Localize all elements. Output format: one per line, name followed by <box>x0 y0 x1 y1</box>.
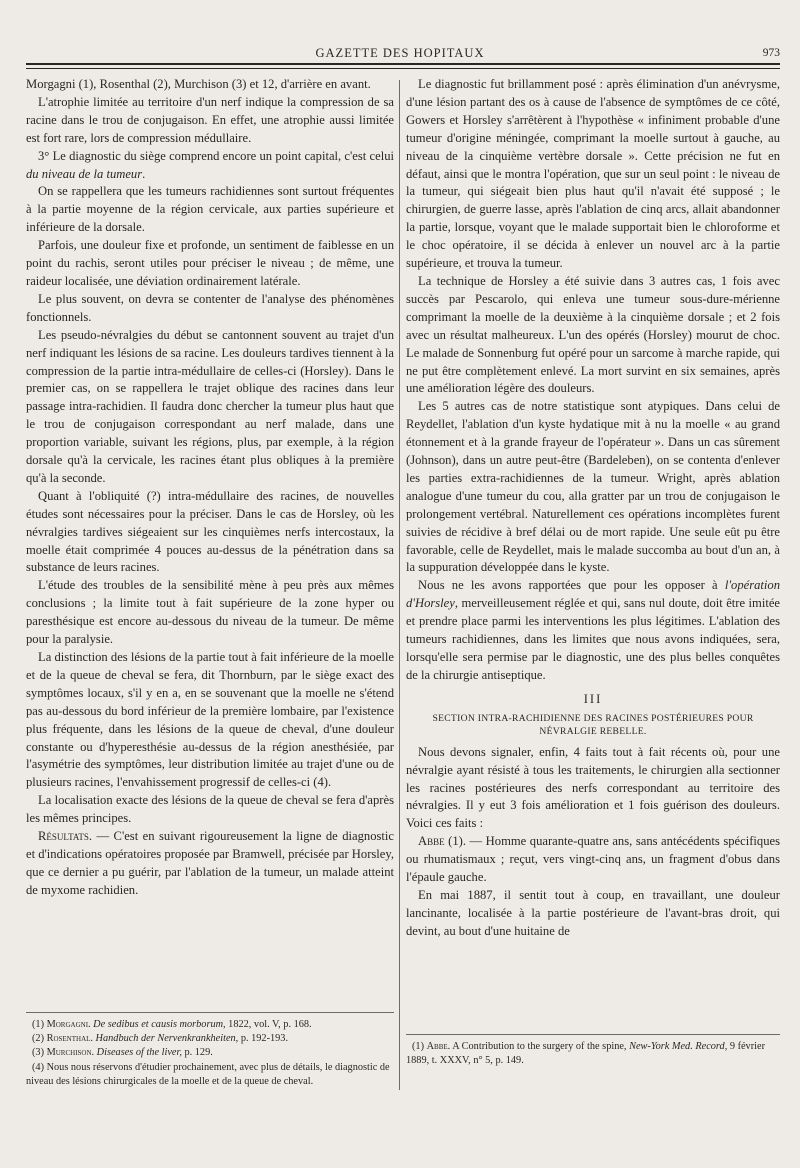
paragraph: Le plus souvent, on devra se contenter de l'analyse des phénomènes fonctionnels. <box>26 291 394 324</box>
paragraph <box>406 577 780 684</box>
section-title-line: SECTION INTRA-RACHIDIENNE DES RACINES POSTÉRIEURES POUR <box>432 712 754 724</box>
header-rule-thick <box>26 63 780 65</box>
footnote-text: p. 192-193. <box>238 1033 289 1045</box>
paragraph-text: (1). — Homme quarante-quatre ans, sans antécédents spécifiques ou rhumatismaux ; reçut, vers vingt-cinq ans, un fragment d'obus dans l'épaule gauche. <box>406 834 780 885</box>
paragraph: Le diagnostic fut brillamment posé : après élimination d'un anévrysme, d'une lésion partant des os à cause de l'absence de symptômes de ce côté, Gowers et Horsley s'arrêtèrent à l'hypothèse « infiniment probable d'une tumeur d'origine méningée, comprimant la moelle surtout à gauche, au niveau de la cinquième vertèbre dorsale ». Cette précision ne fut en défaut, ainsi que le montra l'opération, que sur un seul point : le niveau de la tumeur, qui siégeait bien plus haut qu'il n'avait été supposé ; le chirurgien, de guerre lasse, après l'ablation de cinq arcs, allait abandonner la partie, lorsque, voyant que le malade supportait bien le chloroforme et le choc opératoire, il se décida à enlever un nouvel arc à la partie supérieure, et trouva la tumeur. <box>406 77 780 271</box>
page-header <box>0 44 800 64</box>
footnote-number: (3) <box>32 1047 45 1059</box>
paragraph-text: , merveilleusement réglée et qui, sans nul doute, doit être imitée et prendre place parmi les interventions les plus légitimes. L'ablation des tumeurs rachidiennes, dans les limites que nous avons indiquées, sera, lorsqu'elle sera permise par le diagnostic, une des plus belles conquêtes de la chirurgie antiseptique. <box>406 596 780 682</box>
footnotes-right <box>406 1040 780 1068</box>
footnote-work: De sedibus et causis morborum, <box>90 1019 226 1030</box>
footnote-text: A Contribution to the surgery of the spine, <box>450 1041 630 1052</box>
paragraph: On se rappellera que les tumeurs rachidiennes sont surtout fréquentes à la partie moyenne de la région cervicale, aux parties supérieure et inférieure de la dorsale. <box>26 184 394 235</box>
footnote <box>26 1046 394 1060</box>
journal-title: GAZETTE DES HOPITAUX <box>315 46 485 60</box>
footnote-text: 1822, vol. V, p. 168. <box>225 1019 312 1030</box>
run-in-heading: Abbe <box>418 834 445 849</box>
header-rule-thin <box>26 68 780 69</box>
paragraph: Nous devons signaler, enfin, 4 faits tout à fait récents où, pour une névralgie ayant résisté à tous les traitements, le chirurgien alla sectionner les racines postérieures des nerfs correspondant au territoire des névralgies. Il y eut 3 fois amélioration et 1 fois guérison des douleurs. Voici ces faits : <box>406 744 780 831</box>
paragraph: Parfois, une douleur fixe et profonde, un sentiment de faiblesse en un point du rachis, seront utiles pour préciser le niveau ; de même, une raideur localisée, une déviation ordinairement latérale. <box>26 238 394 288</box>
emphasis-text: l'opération d'Horsley <box>406 578 780 611</box>
footnote-number: (4) <box>32 1061 45 1073</box>
paragraph: L'étude des troubles de la sensibilité mène à peu près aux mêmes conclusions ; la limite tout à fait supérieure de la zone hyper ou paresthésique est encore au-dessous du niveau de la tumeur. De même pour la paralysie. <box>26 578 394 647</box>
footnote-number: (1) <box>412 1041 425 1052</box>
left-column <box>26 76 394 900</box>
footnotes-left <box>26 1018 394 1089</box>
paragraph: La localisation exacte des lésions de la queue de cheval se fera d'après les mêmes principes. <box>26 793 394 826</box>
paragraph: Quant à l'obliquité (?) intra-médullaire des racines, de nouvelles études sont nécessaires pour la préciser. Dans le cas de Horsley, où les névralgies tardives siégeaient sur les cinquièmes nerfs intercostaux, la moelle était comprimée 4 pouces au-dessus de la pénétration dans sa substance de leurs racines. <box>26 488 394 575</box>
footnote <box>26 1061 394 1089</box>
paragraph: En mai 1887, il sentit tout à coup, en travaillant, une douleur lancinante, localisée à la partie postérieure de l'avant-bras droit, qui devint, au bout d'une huitaine de <box>406 887 780 938</box>
section-title <box>406 712 780 739</box>
run-in-heading: Résultats. <box>38 829 93 844</box>
paragraph-text: Nous ne les avons rapportées que pour les opposer à <box>418 578 725 593</box>
footnote-work: New-York Med. Record, <box>629 1041 728 1052</box>
footnote-work: Handbuch der Nervenkrankheiten, <box>92 1033 239 1045</box>
paragraph-text: 3° Le diagnostic du siège comprend encore un point capital, c'est celui <box>38 148 394 163</box>
footnote-author: Abbe. <box>426 1041 451 1052</box>
footnote <box>26 1018 394 1032</box>
paragraph <box>26 148 394 184</box>
footnote-author: Rosenthal. <box>46 1033 93 1045</box>
paragraph <box>406 833 780 887</box>
column-divider <box>399 80 400 1090</box>
paragraph: Les 5 autres cas de notre statistique sont atypiques. Dans celui de Reydellet, l'ablation d'un kyste hydatique mit à nu la moelle « au grand étonnement et à la grande frayeur de l'opérateur ». Dans un cas sûrement (Johnson), dans un autre peut-être (Bardeleben), on se contenta d'enlever les parties extra-rachidiennes de la tumeur. Wright, après ablation analogue d'une tumeur du cou, alla gratter par un trou de conjugaison le prolongement vertébral. Naturellement ces opérations incomplètes furent suivies de récidive à bref délai ou de mort rapide. Une seule eût pu être favorable, celle de Reydellet, mais le malade succomba au bout d'un an, à la suppuration développée dans le kyste. <box>406 399 780 575</box>
footnote-text: Nous nous réservons d'étudier prochainement, avec plus de détails, le diagnostic de niveau des lésions chirurgicales de la moelle et de la queue de cheval. <box>26 1061 390 1087</box>
section-title-line: NÉVRALGIE REBELLE. <box>539 726 647 738</box>
paragraph-text: — C'est en suivant rigoureusement la ligne de diagnostic et d'indications opératoires proposée par Bramwell, précisée par Horsley, que ce dernier a pu guérir, par l'ablation de la tumeur, un malade atteint de myxome rachidien. <box>26 829 394 897</box>
section-number: III <box>583 691 603 706</box>
paragraph: L'atrophie limitée au territoire d'un nerf indique la compression de sa racine dans le trou de conjugaison. En effet, une atrophie aussi limitée est fort rare, lors de compression médullaire. <box>26 94 394 145</box>
footnote <box>406 1040 780 1068</box>
footnote-author: Morgagni. <box>46 1019 91 1030</box>
paragraph-text: . <box>142 166 146 181</box>
paragraph: Les pseudo-névralgies du début se cantonnent souvent au trajet d'un nerf indiquant les lésions de sa racine. Les douleurs tardives tiennent à la compression de la partie intra-médullaire de celles-ci (Horsley). Dans le premier cas, on se rappellera le trajet oblique des racines dans leur passage intra-rachidien. Il faudra donc chercher la tumeur plus haut que le trou de conjugaison correspondant au nerf malade, dans une proportion variable, suivant les régions, plus, par exemple, à la région dorsale qu'à la cervicale, les racines étant plus obliques à la première qu'à la seconde. <box>26 327 394 485</box>
paragraph: La technique de Horsley a été suivie dans 3 autres cas, 1 fois avec succès par Pescarolo, qui enleva une tumeur sous-dure-mérienne comprimant la moelle de la deuxième à la cinquième dorsale ; et 2 fois avec un résultat malheureux. L'un des opérés (Horsley) mourut de choc. Le malade de Sonnenburg fut opéré pour un sarcome à marche rapide, qui ne put être complètement enlevé. La mort survint en six semaines, après une amélioration légère des douleurs. <box>406 273 780 396</box>
footnote-text: p. 129. <box>181 1047 213 1059</box>
page-number: 973 <box>762 47 780 59</box>
footnote-number: (1) <box>32 1019 45 1030</box>
footnote-author: Murchison. <box>46 1047 95 1059</box>
footnote-separator <box>26 1012 394 1013</box>
footnote-number: (2) <box>32 1033 45 1045</box>
footnote-text: 9 février 1889, t. XXXV, n° 5, p. 149. <box>406 1041 765 1067</box>
right-column <box>406 76 780 941</box>
footnote-separator <box>406 1034 780 1035</box>
footnote <box>26 1032 394 1046</box>
emphasis-text: du niveau de la tumeur <box>26 166 143 181</box>
footnote-work: Diseases of the liver, <box>94 1047 182 1059</box>
paragraph <box>26 828 394 900</box>
paragraph: Morgagni (1), Rosenthal (2), Murchison (3) et 12, d'arrière en avant. <box>26 77 371 91</box>
paragraph: La distinction des lésions de la partie tout à fait inférieure de la moelle et de la queue de cheval se fera, dit Thornburn, par le siège exact des symptômes locaux, s'il y en a, en se souvenant que la moelle ne s'étend pas au-dessous du bord inférieur de la première lombaire, par l'existence plus fréquente, dans les lésions de la queue de cheval, d'une douleur constante ou d'hyperesthésie au-dessus de la région anesthésiée, par l'asymétrie des symptômes, leur distribution limitée au trajet d'une ou de plusieurs racines, l'envahissement progressif de celles-ci (4). <box>26 650 394 790</box>
